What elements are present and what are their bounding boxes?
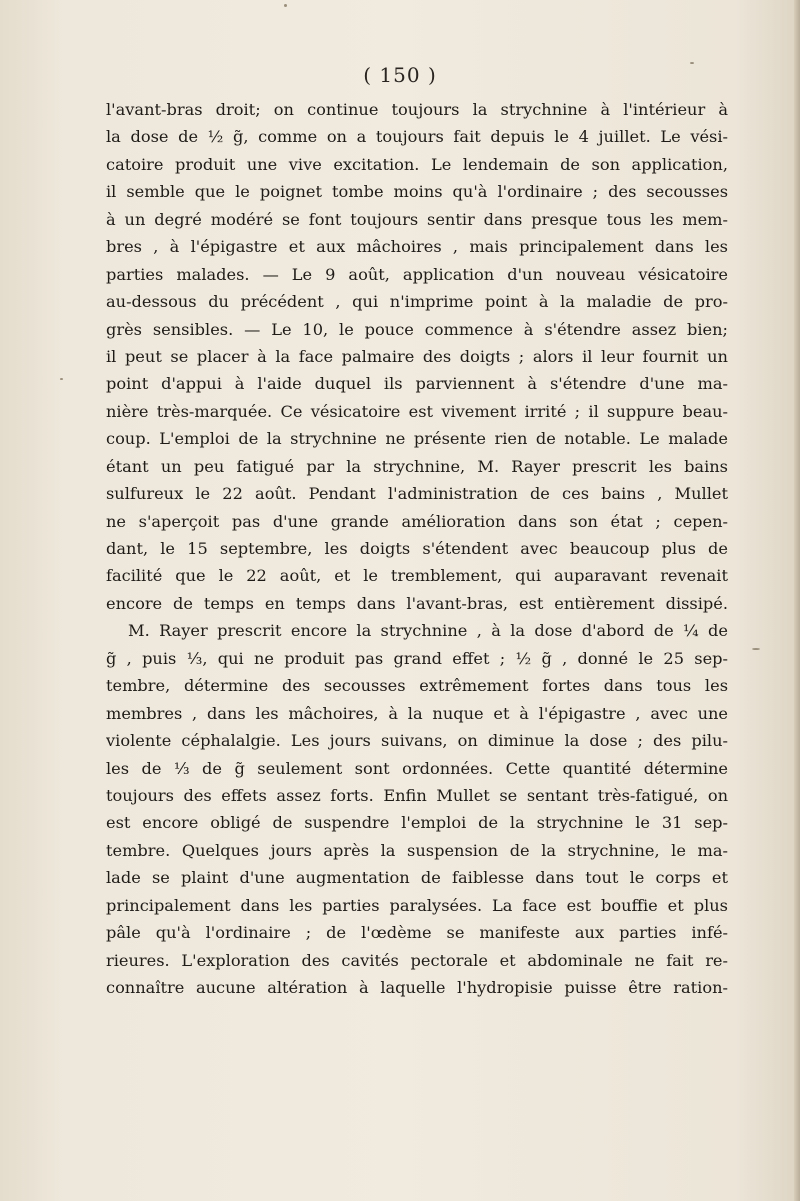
text-line: facilité que le 22 août, et le tremblement, qui auparavant revenait — [106, 566, 728, 586]
text-line: lade se plaint d'une augmentation de faiblesse dans tout le corps et — [106, 868, 728, 888]
text-line: principalement dans les parties paralysées. La face est bouffie et plus — [106, 895, 728, 915]
text-line: est encore obligé de suspendre l'emploi de la strychnine le 31 sep- — [106, 813, 728, 833]
text-line: au-dessous du précédent , qui n'imprime point à la maladie de pro- — [106, 292, 728, 312]
text-line: à un degré modéré se font toujours sentir dans presque tous les mem- — [106, 209, 728, 229]
page-number: ( 150 ) — [363, 63, 437, 87]
text-line: il semble que le poignet tombe moins qu'à l'ordinaire ; des secousses — [106, 182, 728, 202]
paper-speck — [284, 4, 287, 7]
text-line: les de ⅓ de g̃ seulement sont ordonnées. Cette quantité détermine — [106, 758, 728, 778]
body-text — [106, 96, 728, 1001]
text-line: l'avant-bras droit; on continue toujours la strychnine à l'intérieur à — [106, 100, 728, 119]
text-line: encore de temps en temps dans l'avant-bras, est entièrement dissipé. — [106, 593, 728, 613]
text-line: tembre, détermine des secousses extrêmement fortes dans tous les — [106, 676, 728, 696]
text-line: M. Rayer prescrit encore la strychnine , à la dose d'abord de ¼ de — [128, 621, 728, 641]
text-line: bres , à l'épigastre et aux mâchoires , mais principalement dans les — [106, 237, 728, 257]
text-line: g̃ , puis ⅓, qui ne produit pas grand effet ; ½ g̃ , donné le 25 sep- — [106, 648, 728, 668]
text-line: rieures. L'exploration des cavités pectorale et abdominale ne fait re- — [106, 950, 728, 970]
text-line: tembre. Quelques jours après la suspension de la strychnine, le ma- — [106, 840, 728, 860]
text-line: nière très-marquée. Ce vésicatoire est vivement irrité ; il suppure beau- — [106, 401, 728, 421]
text-line: la dose de ½ g̃, comme on a toujours fait depuis le 4 juillet. Le vési- — [106, 127, 728, 147]
text-line: dant, le 15 septembre, les doigts s'étendent avec beaucoup plus de — [106, 539, 728, 558]
text-line: coup. L'emploi de la strychnine ne présente rien de notable. Le malade — [106, 429, 728, 449]
text-line: parties malades. — Le 9 août, application d'un nouveau vésicatoire — [106, 264, 728, 284]
text-line: grès sensibles. — Le 10, le pouce commence à s'étendre assez bien; — [106, 319, 728, 339]
paper-speck — [752, 648, 760, 650]
text-line: sulfureux le 22 août. Pendant l'administration de ces bains , Mullet — [106, 484, 728, 504]
text-line: connaître aucune altération à laquelle l'hydropisie puisse être ration- — [106, 978, 728, 997]
text-line: membres , dans les mâchoires, à la nuque et à l'épigastre , avec une — [106, 703, 728, 723]
text-line: il peut se placer à la face palmaire des doigts ; alors il leur fournit un — [106, 346, 728, 366]
text-line: étant un peu fatigué par la strychnine, M. Rayer prescrit les bains — [106, 456, 728, 476]
text-line: point d'appui à l'aide duquel ils parviennent à s'étendre d'une ma- — [106, 374, 728, 394]
text-line: toujours des effets assez forts. Enfin Mullet se sentant très-fatigué, on — [106, 785, 728, 805]
paper-speck — [60, 378, 63, 380]
text-line: pâle qu'à l'ordinaire ; de l'œdème se manifeste aux parties infé- — [106, 923, 728, 943]
page-spine-shadow — [794, 0, 800, 1201]
text-line: violente céphalalgie. Les jours suivans, on diminue la dose ; des pilu- — [106, 731, 728, 751]
text-line: ne s'aperçoit pas d'une grande amélioration dans son état ; cepen- — [106, 511, 728, 531]
text-line: catoire produit une vive excitation. Le lendemain de son application, — [106, 154, 728, 174]
